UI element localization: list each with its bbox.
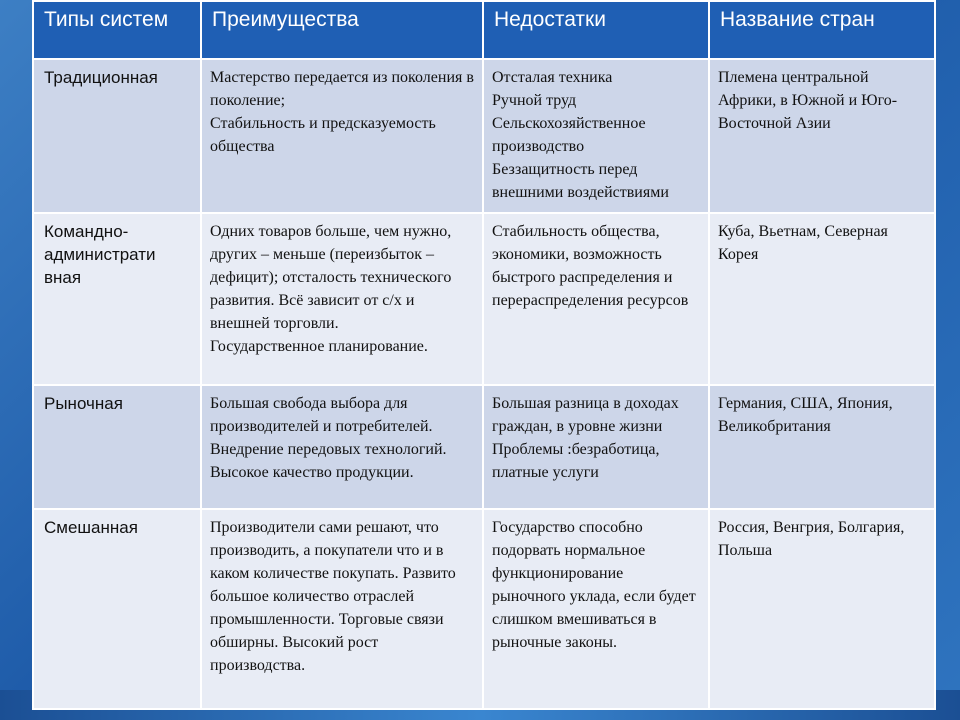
economic-systems-table xyxy=(32,0,936,710)
cell-advantages: Большая свобода выбора для производителей и потребителей. Внедрение передовых технологий. Высокое качество продукции. xyxy=(201,385,483,509)
table-row xyxy=(33,213,935,385)
cell-countries: Племена центральной Африки, в Южной и Юго-Восточной Азии xyxy=(709,59,935,213)
header-types: Типы систем xyxy=(33,1,201,59)
table-row xyxy=(33,509,935,709)
cell-type: Командно- администрати вная xyxy=(33,213,201,385)
cell-advantages: Мастерство передается из поколения в поколение; Стабильность и предсказуемость общества xyxy=(201,59,483,213)
cell-type: Рыночная xyxy=(33,385,201,509)
cell-advantages: Одних товаров больше, чем нужно, других – меньше (переизбыток – дефицит); отсталость технического развития. Всё зависит от с/х и внешней торговли. Государственное планирование. xyxy=(201,213,483,385)
cell-advantages: Производители сами решают, что производить, а покупатели что и в каком количестве покупать. Развито большое количество отраслей промышленности. Торговые связи обширны. Высокий рост производства. xyxy=(201,509,483,709)
header-row xyxy=(33,1,935,59)
cell-type: Традиционная xyxy=(33,59,201,213)
header-countries: Название стран xyxy=(709,1,935,59)
cell-disadvantages: Большая разница в доходах граждан, в уровне жизни Проблемы :безработица, платные услуги xyxy=(483,385,709,509)
cell-disadvantages: Государство способно подорвать нормальное функционирование рыночного уклада, если будет слишком вмешиваться в рыночные законы. xyxy=(483,509,709,709)
table-row xyxy=(33,385,935,509)
table-row xyxy=(33,59,935,213)
header-advantages: Преимущества xyxy=(201,1,483,59)
cell-countries: Россия, Венгрия, Болгария, Польша xyxy=(709,509,935,709)
cell-countries: Куба, Вьетнам, Северная Корея xyxy=(709,213,935,385)
cell-countries: Германия, США, Япония, Великобритания xyxy=(709,385,935,509)
header-disadvantages: Недостатки xyxy=(483,1,709,59)
cell-disadvantages: Отсталая техника Ручной труд Сельскохозяйственное производство Беззащитность перед внешними воздействиями xyxy=(483,59,709,213)
cell-disadvantages: Стабильность общества, экономики, возможность быстрого распределения и перераспределения ресурсов xyxy=(483,213,709,385)
cell-type: Смешанная xyxy=(33,509,201,709)
